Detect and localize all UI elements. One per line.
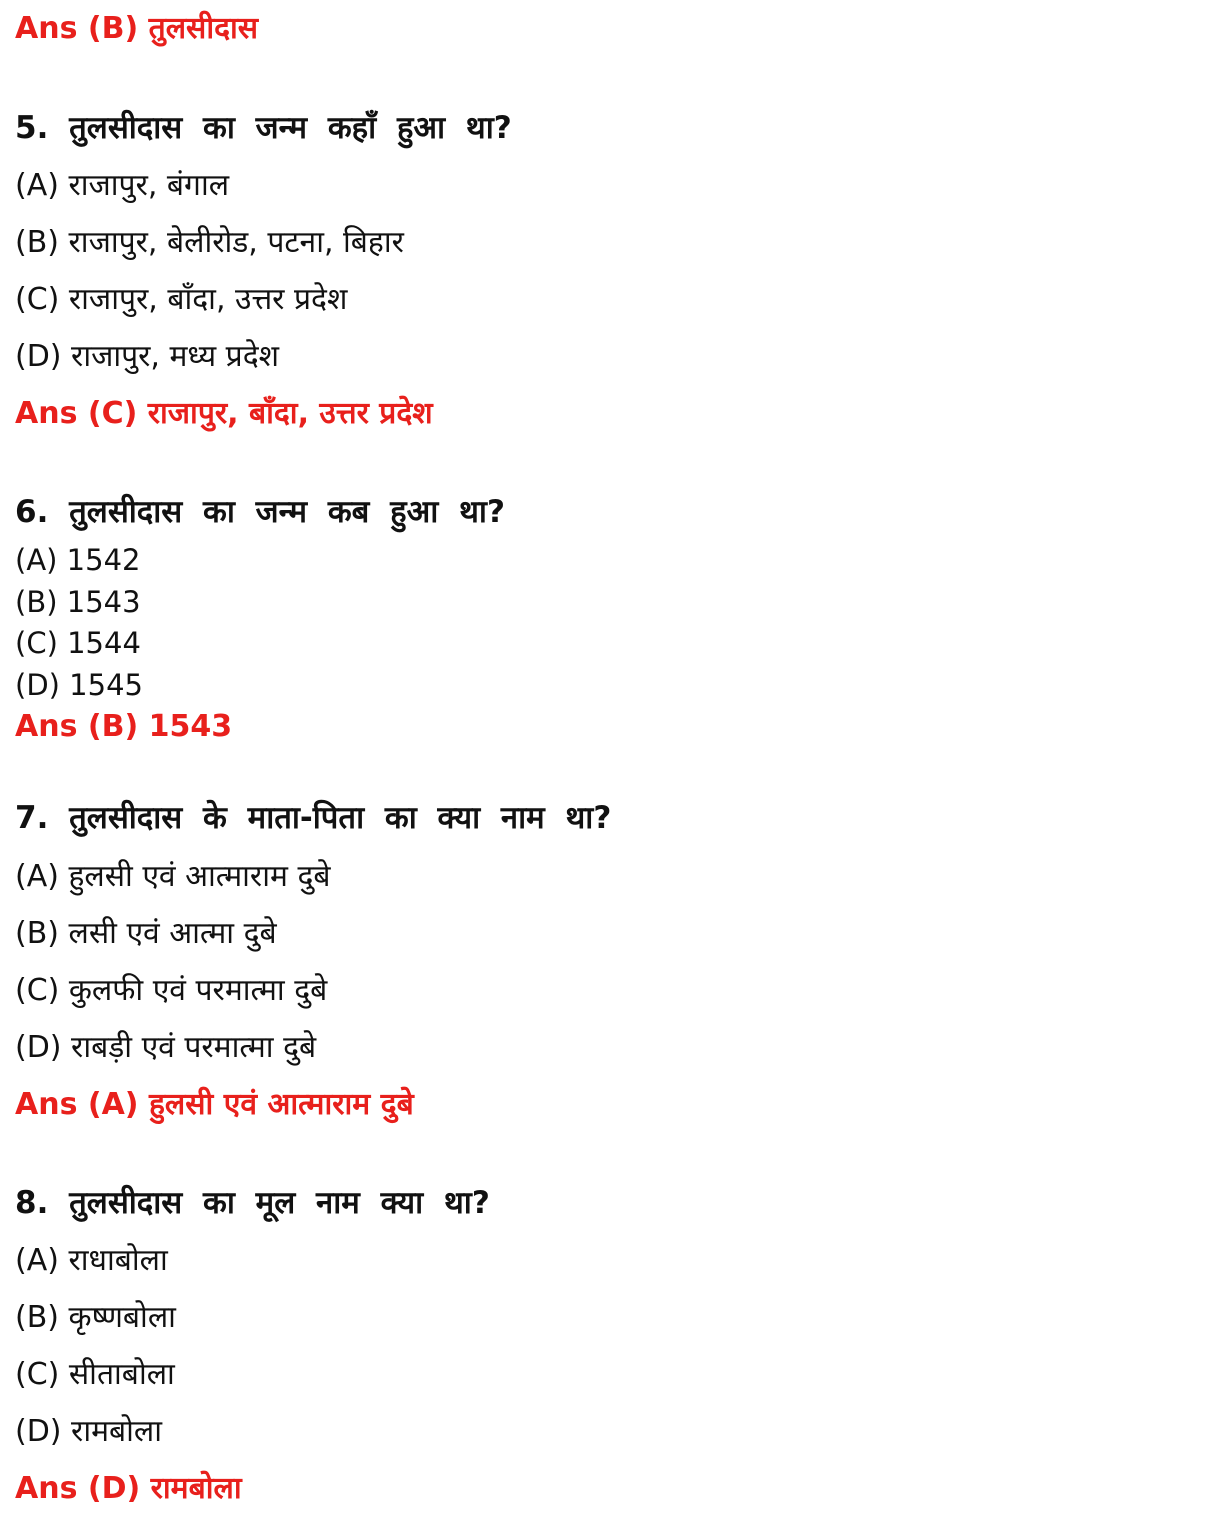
question-5: 5. तुलसीदास का जन्म कहाँ हुआ था? [15, 110, 512, 146]
answer-5: Ans (C) राजापुर, बाँदा, उत्तर प्रदेश [15, 396, 433, 431]
answer-6: Ans (B) 1543 [15, 709, 233, 744]
question-7-option-d: (D) राबड़ी एवं परमात्मा दुबे [15, 1030, 317, 1065]
answer-7: Ans (A) हुलसी एवं आत्माराम दुबे [15, 1087, 414, 1122]
question-8-option-d: (D) रामबोला [15, 1414, 163, 1449]
question-8-option-b: (B) कृष्णबोला [15, 1300, 176, 1335]
question-7-option-c: (C) कुलफी एवं परमात्मा दुबे [15, 973, 328, 1008]
question-8: 8. तुलसीदास का मूल नाम क्या था? [15, 1185, 490, 1221]
question-5-option-d: (D) राजापुर, मध्य प्रदेश [15, 339, 280, 374]
question-7: 7. तुलसीदास के माता-पिता का क्या नाम था? [15, 800, 612, 836]
question-6-option-c: (C) 1544 [15, 626, 141, 660]
question-6-option-b: (B) 1543 [15, 585, 141, 619]
question-6-option-d: (D) 1545 [15, 668, 143, 702]
answer-4: Ans (B) तुलसीदास [15, 11, 259, 46]
question-8-option-c: (C) सीताबोला [15, 1357, 175, 1392]
answer-8: Ans (D) रामबोला [15, 1471, 242, 1506]
question-5-option-a: (A) राजापुर, बंगाल [15, 168, 230, 203]
question-6-option-a: (A) 1542 [15, 543, 141, 577]
question-5-option-c: (C) राजापुर, बाँदा, उत्तर प्रदेश [15, 282, 348, 317]
question-7-option-b: (B) लसी एवं आत्मा दुबे [15, 916, 277, 951]
question-7-option-a: (A) हुलसी एवं आत्माराम दुबे [15, 859, 331, 894]
question-6: 6. तुलसीदास का जन्म कब हुआ था? [15, 494, 505, 530]
question-8-option-a: (A) राधाबोला [15, 1243, 168, 1278]
question-5-option-b: (B) राजापुर, बेलीरोड, पटना, बिहार [15, 225, 404, 260]
